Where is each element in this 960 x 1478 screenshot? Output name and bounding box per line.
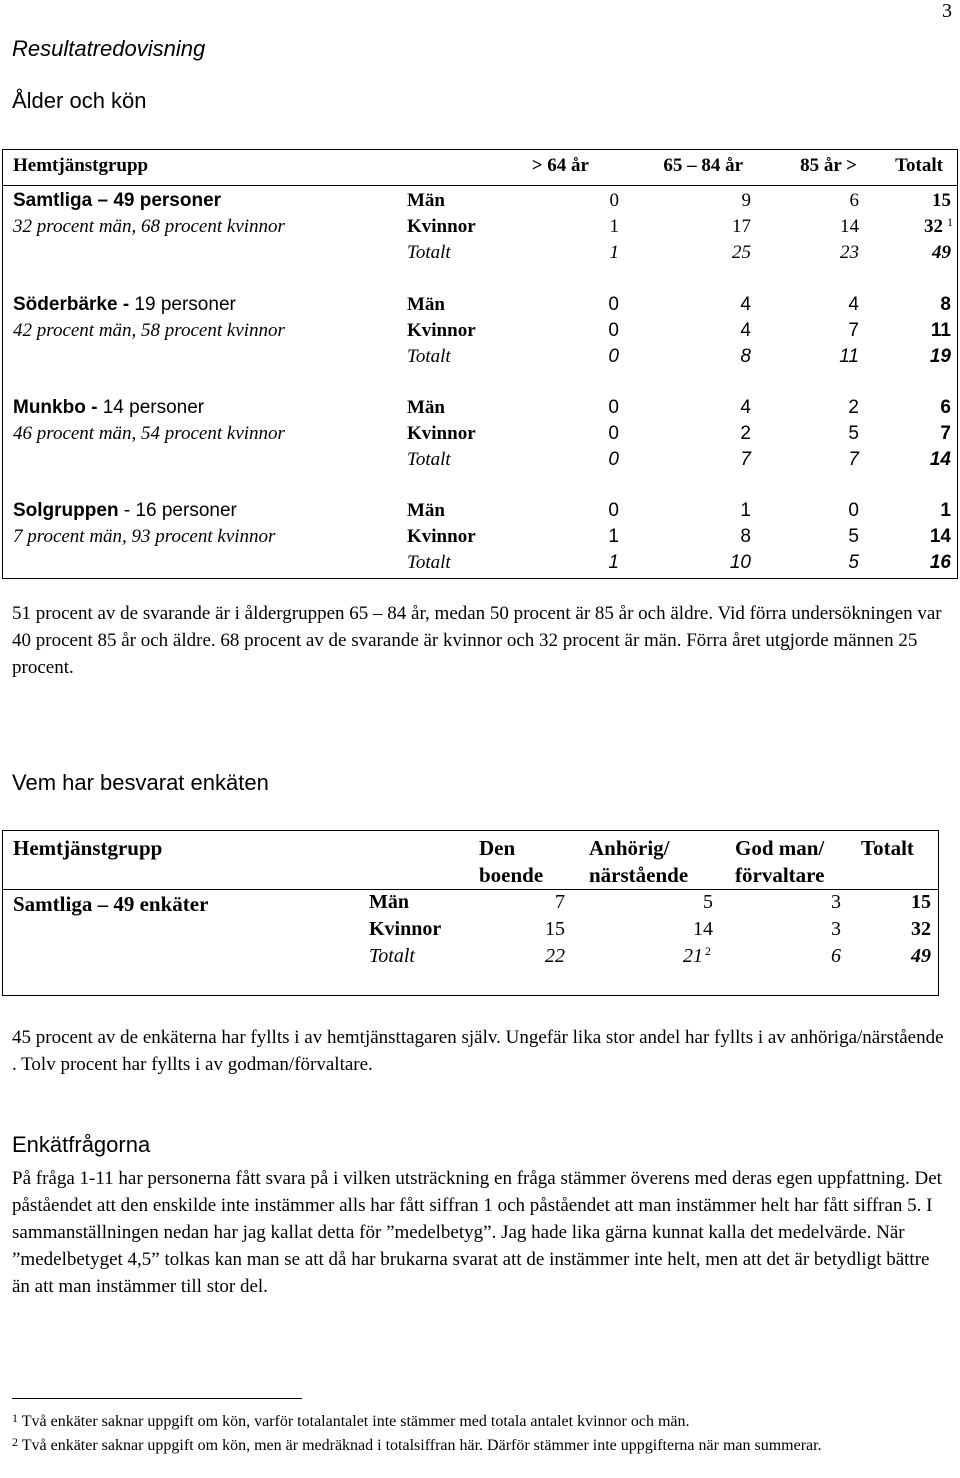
- group-subtitle: 42 procent män, 58 procent kvinnor: [13, 320, 285, 341]
- table-cell: 0: [608, 320, 619, 341]
- page-number: 3: [942, 0, 952, 22]
- group-name-rest: 19 personer: [129, 294, 236, 315]
- row-label: Män: [369, 891, 409, 913]
- table-cell: 32: [924, 216, 943, 237]
- table-cell: 22: [545, 945, 565, 967]
- table-cell: 14: [929, 449, 951, 470]
- row-label: Totalt: [407, 346, 451, 367]
- header-boende: boende: [479, 863, 544, 887]
- table-cell: 49: [911, 945, 931, 967]
- table-cell: 14: [693, 918, 713, 940]
- footnote-ref: 2: [705, 944, 711, 958]
- table-cell: 8: [740, 526, 751, 547]
- group-name: [13, 292, 236, 318]
- table-cell: 6: [849, 190, 859, 211]
- row-label: Totalt: [407, 449, 451, 470]
- table-cell: 0: [608, 500, 619, 521]
- row-label: Män: [407, 500, 445, 521]
- group-name-bold: Solgruppen: [13, 500, 119, 521]
- group-name: Samtliga – 49 enkäter: [13, 892, 209, 916]
- table-cell: 2: [848, 397, 859, 418]
- group-name: [13, 395, 204, 421]
- header-col-2: 65 – 84 år: [663, 155, 743, 176]
- table-cell: 4: [848, 294, 859, 315]
- header-group: Hemtjänstgrupp: [13, 836, 163, 860]
- section-heading-questions: Enkätfrågorna: [12, 1132, 151, 1157]
- table-cell: 0: [608, 346, 619, 367]
- group-name-bold: Samtliga – 49 personer: [13, 190, 222, 211]
- table-cell: 17: [732, 216, 751, 237]
- footnote-separator: [12, 1398, 302, 1399]
- row-label: Totalt: [407, 242, 451, 263]
- group-name-rest: 14 personer: [97, 397, 205, 418]
- row-label: Totalt: [407, 552, 451, 573]
- group-subtitle: 7 procent män, 93 procent kvinnor: [13, 526, 276, 547]
- table-cell: 23: [840, 242, 859, 263]
- header-narstaende: närstående: [589, 863, 689, 887]
- group-subtitle: 46 procent män, 54 procent kvinnor: [13, 423, 285, 444]
- table-cell: 5: [848, 423, 859, 444]
- table-cell: 1: [608, 526, 619, 547]
- table-cell: 7: [848, 449, 859, 470]
- table-cell: 15: [932, 190, 951, 211]
- header-godman: God man/: [735, 836, 825, 860]
- footnote-1: $^1$ Två enkäter saknar uppgift om kön, varför totalantalet inte stämmer med totala antalet kvinnor och män.: [12, 1411, 690, 1430]
- paragraph-respondents: 45 procent av de enkäterna har fyllts i av hemtjänsttagaren själv. Ungefär lika stor andel har fyllts i av anhöriga/närstående . Tolv procent har fyllts i av godman/förvaltare.: [12, 1027, 944, 1075]
- table-cell: 9: [741, 190, 751, 211]
- section-heading-age-gender: Ålder och kön: [12, 88, 147, 113]
- group-name-rest: - 16 personer: [118, 500, 237, 521]
- table-header-rule: [3, 185, 957, 186]
- group-subtitle: 32 procent män, 68 procent kvinnor: [13, 216, 285, 237]
- header-forvaltare: förvaltare: [735, 863, 825, 887]
- table-cell: 10: [729, 552, 751, 573]
- table-cell: 0: [609, 190, 619, 211]
- header-den: Den: [479, 836, 516, 860]
- row-label: Män: [407, 397, 445, 418]
- respondents-table: [2, 830, 939, 996]
- section-heading-respondents: Vem har besvarat enkäten: [12, 770, 269, 795]
- table-cell: 15: [545, 918, 565, 940]
- table-cell: 7: [940, 423, 951, 444]
- header-group: Hemtjänstgrupp: [13, 155, 149, 176]
- table-cell: 1: [609, 242, 619, 263]
- header-col-1: > 64 år: [531, 155, 589, 176]
- table-cell: 21: [683, 945, 703, 967]
- table-cell: 0: [608, 397, 619, 418]
- table-cell: 4: [740, 294, 751, 315]
- table-cell: 5: [848, 552, 859, 573]
- table-cell: 3: [831, 918, 841, 940]
- age-gender-table: [2, 149, 958, 579]
- group-name-bold: Söderbärke -: [13, 294, 130, 315]
- page-title: Resultatredovisning: [12, 36, 206, 61]
- row-label: Män: [407, 190, 445, 211]
- table-cell: 19: [929, 346, 951, 367]
- group-name: [13, 498, 237, 524]
- table-cell: 1: [940, 500, 951, 521]
- table-cell: 3: [831, 891, 841, 913]
- group-name-bold: Munkbo -: [13, 397, 98, 418]
- footnote-ref: 1: [947, 215, 953, 229]
- table-cell: 16: [929, 552, 951, 573]
- table-cell: 7: [555, 891, 565, 913]
- table-cell: 5: [848, 526, 859, 547]
- table-cell: 1: [608, 552, 619, 573]
- table-cell: 14: [929, 526, 951, 547]
- group-name: [13, 188, 221, 214]
- table-cell: 8: [940, 294, 951, 315]
- table-cell: 25: [732, 242, 751, 263]
- row-label: Män: [407, 294, 445, 315]
- header-col-3: 85 år >: [800, 155, 857, 176]
- table-cell: 7: [848, 320, 859, 341]
- table-cell: 1: [609, 216, 619, 237]
- row-label: Kvinnor: [407, 216, 476, 237]
- paragraph-questions: På fråga 1-11 har personerna fått svara på i vilken utsträckning en fråga stämmer överens med deras egen uppfattning. Det påståendet att den enskilde inte instämmer alls har fått siffran 1 och påståendet att man instämmer helt har fått siffran 5. I sammanställningen nedan har jag kallat detta för ”medelbetyg”. Jag hade lika gärna kunnat kalla det medelvärde. När ”medelbetyget 4,5” tolkas kan man se att då har brukarna svarat att de instämmer inte helt, men att det är betydligt bättre än att man instämmer till stor del.: [12, 1168, 942, 1297]
- table-cell: 8: [740, 346, 751, 367]
- table-cell: 4: [740, 320, 751, 341]
- header-totalt: Totalt: [861, 836, 914, 860]
- table-cell: 4: [740, 397, 751, 418]
- table-cell: 0: [608, 449, 619, 470]
- paragraph-age: 51 procent av de svarande är i åldergruppen 65 – 84 år, medan 50 procent är 85 år och äldre. Vid förra undersökningen var 40 procent 85 år och äldre. 68 procent av de svarande är kvinnor och 32 procent är män. Förra året utgjorde männen 25 procent.: [12, 603, 942, 678]
- table-cell: 32: [911, 918, 931, 940]
- header-anhorig: Anhörig/: [589, 836, 670, 860]
- row-label: Totalt: [369, 945, 415, 967]
- table-cell: 11: [930, 320, 951, 341]
- table-cell: 5: [703, 891, 713, 913]
- table-cell: 15: [911, 891, 931, 913]
- table-cell: 11: [839, 346, 859, 367]
- table-cell: 7: [740, 449, 751, 470]
- row-label: Kvinnor: [407, 526, 476, 547]
- table-cell: 6: [940, 397, 951, 418]
- table-cell: 0: [608, 423, 619, 444]
- footnote-2: $^2$ Två enkäter saknar uppgift om kön, men är medräknad i totalsiffran här. Därför stämmer inte uppgifterna när man summerar.: [12, 1435, 822, 1454]
- table-cell: 14: [840, 216, 859, 237]
- row-label: Kvinnor: [407, 320, 476, 341]
- row-label: Kvinnor: [407, 423, 476, 444]
- header-col-4: Totalt: [895, 155, 943, 176]
- table-cell: 1: [740, 500, 751, 521]
- table-cell: 0: [608, 294, 619, 315]
- table-cell: 0: [848, 500, 859, 521]
- row-label: Kvinnor: [369, 918, 442, 940]
- table-cell: 2: [740, 423, 751, 444]
- table-cell: 6: [831, 945, 841, 967]
- table-cell: 49: [932, 242, 951, 263]
